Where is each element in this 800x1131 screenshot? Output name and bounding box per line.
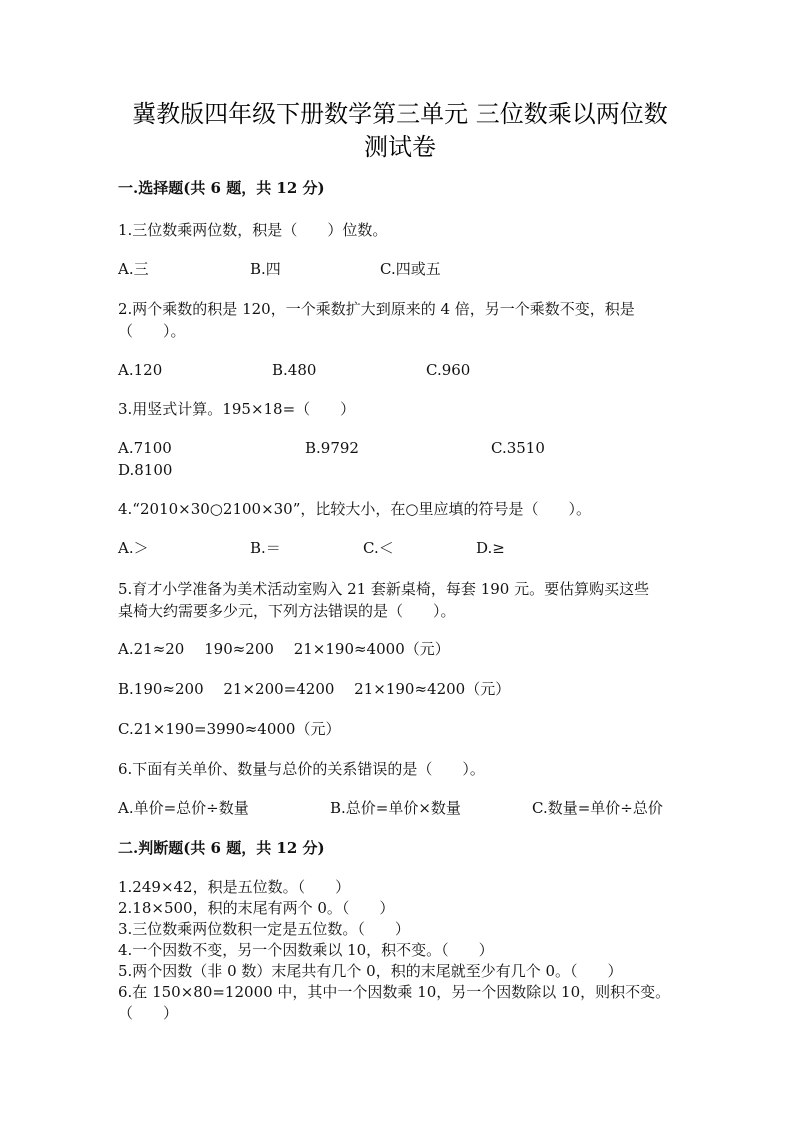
question-3-option-b: B.9792 [305,439,359,457]
question-5-line2: 桌椅大约需要多少元，下列方法错误的是（ ）。 [118,602,456,620]
judgment-item-4: 4.一个因数不变，另一个因数乘以 10，积不变。（ ） [118,941,494,959]
section-heading-choice: 一.选择题(共 6 题，共 12 分) [118,179,325,197]
judgment-item-1: 1.249×42，积是五位数。（ ） [118,878,351,896]
question-5-option-b: B.190≈200 21×200=4200 21×190≈4200（元） [118,680,511,698]
page-title-line2: 测试卷 [364,133,436,161]
question-1-option-a: A.三 [118,260,149,278]
question-4-option-c: C.＜ [363,539,394,557]
question-6: 6.下面有关单价、数量与总价的关系错误的是（ ）。 [118,760,485,778]
question-3-option-c: C.3510 [491,439,545,457]
question-5-line1: 5.育才小学准备为美术活动室购入 21 套新桌椅，每套 190 元。要估算购买这些 [118,580,650,598]
question-4: 4.“2010×30○2100×30”，比较大小，在○里应填的符号是（ ）。 [118,500,591,518]
question-2-option-b: B.480 [272,361,317,379]
question-2-line1: 2.两个乘数的积是 120，一个乘数扩大到原来的 4 倍，另一个乘数不变，积是 [118,300,635,318]
question-2-option-c: C.960 [426,361,471,379]
question-1-option-c: C.四或五 [380,260,441,278]
question-4-option-d: D.≥ [476,539,505,557]
judgment-item-6: 6.在 150×80=12000 中，其中一个因数乘 10，另一个因数除以 10，则积不变。 [118,983,671,1001]
question-6-option-c: C.数量=单价÷总价 [532,799,663,817]
question-2-option-a: A.120 [118,361,163,379]
question-4-option-b: B.＝ [250,539,281,557]
page-title-line1: 冀教版四年级下册数学第三单元 三位数乘以两位数 [132,100,668,128]
judgment-item-5: 5.两个因数（非 0 数）末尾共有几个 0，积的末尾就至少有几个 0。（ ） [118,962,623,980]
question-3: 3.用竖式计算。195×18=（ ） [118,400,356,418]
judgment-item-3: 3.三位数乘两位数积一定是五位数。（ ） [118,920,410,938]
question-2-line2: （ ）。 [118,322,186,340]
question-5-option-a: A.21≈20 190≈200 21×190≈4000（元） [118,640,450,658]
judgment-item-2: 2.18×500，积的末尾有两个 0。（ ） [118,899,395,917]
question-6-option-b: B.总价=单价×数量 [330,799,461,817]
judgment-item-6-blank: （ ） [118,1004,179,1022]
question-3-option-a: A.7100 [118,439,172,457]
question-1: 1.三位数乘两位数，积是（ ）位数。 [118,221,388,239]
question-4-option-a: A.＞ [118,539,149,557]
question-5-option-c: C.21×190=3990≈4000（元） [118,720,341,738]
question-1-option-b: B.四 [250,260,281,278]
section-heading-judgment: 二.判断题(共 6 题，共 12 分) [118,839,325,857]
question-6-option-a: A.单价=总价÷数量 [118,799,249,817]
question-3-option-d: D.8100 [118,461,173,479]
